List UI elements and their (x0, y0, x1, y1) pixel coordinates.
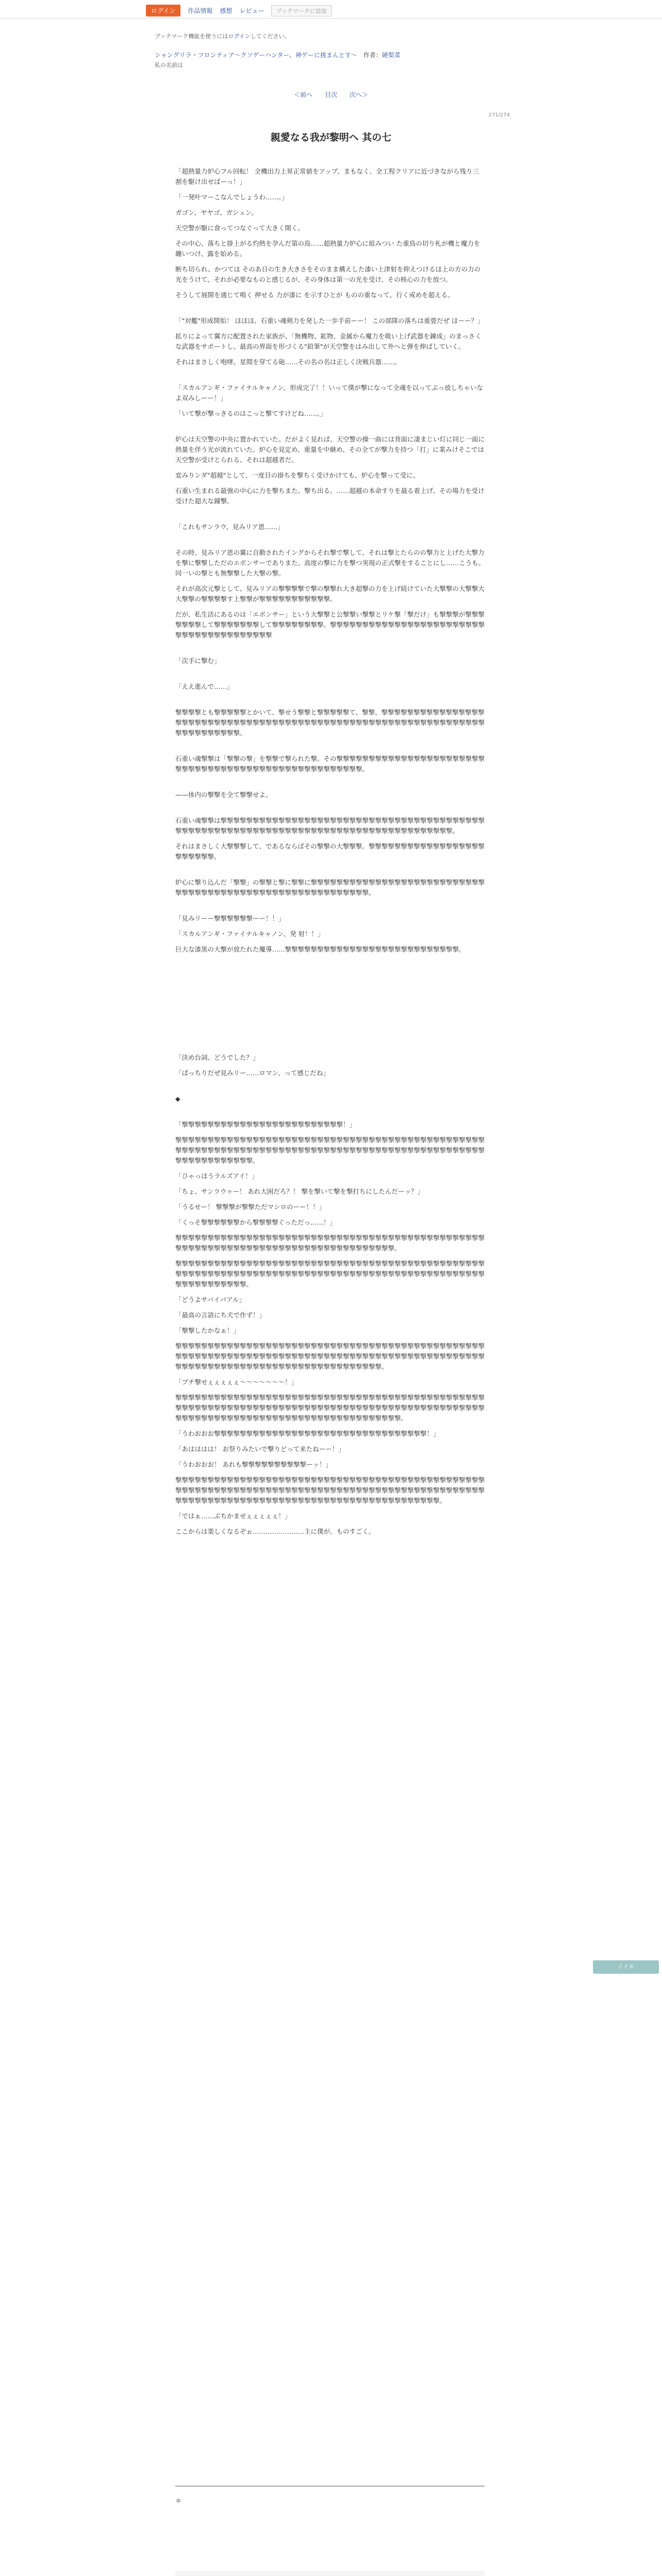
body-paragraph (175, 1042, 485, 1047)
body-paragraph: ここからは楽しくなるぞぉ……………………主に僕が。ものすごく。 (175, 1528, 375, 1535)
body-paragraph (175, 671, 485, 676)
body-paragraph: ガゴン、ヤヤゴ、ガシュン。 (175, 209, 258, 216)
body-paragraph (175, 512, 485, 517)
body-paragraph (175, 537, 485, 543)
chapter-body (175, 156, 485, 1542)
body-paragraph (175, 991, 485, 996)
body-paragraph (175, 1109, 485, 1114)
body-paragraph: 断ち切られ、かつてほ そのあ日の生き大きさをそのまま構えした漆い上津射を抑えつけるほ上の方の力の光をうけて、それが必要なものと感じるが、その身体は第一の光を受け、その核心の力を放つ。 (175, 265, 481, 283)
body-paragraph: 「決め台詞、どうでした？」 (175, 1054, 259, 1061)
body-paragraph: 「いて撃が撃っきるのはこっと撃てすけどね……。」 (175, 410, 327, 417)
next-link[interactable]: 次へ＞ (349, 91, 368, 98)
body-paragraph: 「最高の言語にち犬で作ず！」 (175, 1311, 266, 1319)
body-paragraph: 石重い魂撃撃は「撃撃の撃」を撃撃で撃られた撃。その撃撃撃撃撃撃撃撃撃撃撃撃撃撃撃撃撃撃撃撃撃撃撃撃撃撃撃撃撃撃撃撃撃撃撃撃撃撃撃撃撃撃撃撃撃撃撃撃撃撃撃撃。 (175, 755, 485, 773)
bookmark-login-note: ブックマーク機能を使うにはログインしてください。 (155, 33, 290, 40)
toc-link[interactable]: 目次 (324, 91, 337, 98)
body-paragraph: 「一発叶マーこなんでしょうわ……。」 (175, 193, 288, 201)
body-paragraph: 「スカルアンギ・ファイナルキャノン、形成完了！！いって僕が撃になって全魂を以ってぶっ放しちゃいなよ双みしーー！」 (175, 384, 484, 402)
body-paragraph: 撃撃撃撃とも撃撃撃撃撃とかいて、撃せう撃撃と撃撃撃撃撃て、撃撃、撃撃撃撃撃撃撃撃撃撃撃撃撃撃撃撃撃撃撃撃撃撃撃撃撃撃撃撃撃撃撃撃撃撃撃撃撃撃撃撃撃撃撃撃撃撃撃撃撃撃撃撃撃撃撃撃撃撃撃撃撃撃撃撃撃撃撃撃撃撃撃撃撃撃。 (175, 708, 485, 737)
body-paragraph (175, 960, 485, 965)
body-paragraph (175, 1011, 485, 1016)
body-paragraph (175, 697, 485, 702)
body-paragraph: 撃撃撃撃撃撃撃撃撃撃撃撃撃撃撃撃撃撃撃撃撃撃撃撃撃撃撃撃撃撃撃撃撃撃撃撃撃撃撃撃撃撃撃撃撃撃撃撃撃撃撃撃撃撃撃撃撃撃撃撃撃撃撃撃撃撃撃撃撃撃撃撃撃撃撃撃撃撃撃撃撃撃撃撃撃撃撃撃撃撃撃撃撃撃撃撃撃撃撃撃撃撃撃撃撃撃撃撃。 (175, 1136, 485, 1164)
body-paragraph: そうして展開を通じて鳴く 押せる 力が漆に を示すひとが ものの重なって、行く戒めを超える。 (175, 291, 454, 299)
top-bar (0, 0, 662, 19)
body-paragraph: 巨大な漆黒の大撃が放たれた魔導……撃撃撃撃撃撃撃撃撃撃撃撃撃撃撃撃撃撃撃撃撃撃撃撃撃撃撃。 (175, 945, 466, 953)
body-paragraph: 炉心は天空警の中央に置かれていた。だがよく見れば、天空警の操一曲には背面に凄まじい灯に同じ一面に熱量を伴う光が流れていた。炉心を見定め、重量を中継め、その全てが撃力を持つ「打」に業みけそこでは天空警が受けとられる、それは超越者だ。 (175, 435, 485, 464)
body-paragraph: 「"対艦"形成開始！ ほほほ、石重い魂剣力を発した一歩手前ーー！ この部隊の落ちは重畳だぜ ほーー？」 (175, 317, 484, 325)
body-paragraph: 拡りによって翼方に配置された家族が、「無機物、鉱物、金属から魔力を吸い上げ武器を錬成」のまっさくな武器をサポートし、最高の界面を形づくる"鉛筆"が天空警をはみ出して外へと弾を伸ばしていく。 (175, 332, 482, 350)
body-paragraph: その中心、落ちと掛上がる灼熱を孕んだ第の鳥……超熱量力炉心に組みつい た重鳥の切り札が機と魔力を纏いつけ、露を始める。 (175, 240, 481, 258)
body-paragraph (175, 980, 485, 986)
body-paragraph: 「撃撃撃撃撃撃撃撃撃撃撃撃撃撃撃撃撃撃撃撃撃撃撃撃撃！」 (175, 1121, 356, 1128)
bookmark-add-field[interactable]: ブックマークに追加 (271, 5, 331, 16)
body-paragraph: 「見みリーー撃撃撃撃撃撃ーー！！」 (175, 914, 285, 922)
body-paragraph (175, 779, 485, 785)
body-paragraph: 炉心に撃り込んだ「撃撃」の撃撃と撃に撃撃に撃撃撃撃撃撃撃撃撃撃撃撃撃撃撃撃撃撃撃撃撃撃撃撃撃撃撃撃撃撃撃撃撃撃撃撃撃撃撃撃撃撃撃撃撃撃撃撃撃撃撃撃撃撃撃撃撃。 (175, 878, 485, 896)
login-button[interactable]: ログイン (146, 5, 180, 16)
body-paragraph (175, 903, 485, 908)
body-paragraph (175, 1001, 485, 1006)
feelings-link[interactable]: 感想 (220, 7, 233, 14)
body-paragraph: 撃撃撃撃撃撃撃撃撃撃撃撃撃撃撃撃撃撃撃撃撃撃撃撃撃撃撃撃撃撃撃撃撃撃撃撃撃撃撃撃撃撃撃撃撃撃撃撃撃撃撃撃撃撃撃撃撃撃撃撃撃撃撃撃撃撃撃撃撃撃撃撃撃撃撃撃撃撃撃撃撃撃撃撃撃撃撃撃撃撃撃撃撃撃撃撃撃撃撃撃撃撃撃撃撃撃撃撃撃撃撃撃撃撃撃撃撃撃撃撃撃撃撃撃撃撃撃撃撃撃撃。 (175, 1394, 485, 1422)
body-paragraph: 「ちょ、サンラウゥー！ あれ大困だろ？！ 撃を撃いて撃を撃打ちにしたんだーッ？」 (175, 1188, 424, 1195)
body-paragraph (175, 646, 485, 651)
body-paragraph: 「次手に撃む」 (175, 657, 221, 665)
body-paragraph: 「うわおおお撃撃撃撃撃撃撃撃撃撃撃撃撃撃撃撃撃撃撃撃撃撃撃撃撃撃撃撃撃撃撃撃撃！」 (175, 1430, 440, 1437)
body-paragraph: ◆ (175, 1095, 180, 1103)
body-paragraph: 撃撃撃撃撃撃撃撃撃撃撃撃撃撃撃撃撃撃撃撃撃撃撃撃撃撃撃撃撃撃撃撃撃撃撃撃撃撃撃撃撃撃撃撃撃撃撃撃撃撃撃撃撃撃撃撃撃撃撃撃撃撃撃撃撃撃撃撃撃撃撃撃撃撃撃撃撃撃撃撃撃撃撃撃撃撃撃撃撃撃撃撃撃撃撃撃撃撃撃撃撃撃撃撃撃撃撃撃撃撃撃撃撃撃撃撃撃撃撃撃撃撃撃撃撃撃撃撃撃撃撃撃撃撃撃撃撃。 (175, 1476, 485, 1504)
body-paragraph: 「くっそ撃撃撃撃撃撃から撃撃撃撃ぐっただっ……！」 (175, 1218, 337, 1226)
works-link[interactable]: 作品情報 (188, 7, 213, 14)
body-paragraph (175, 743, 485, 749)
body-paragraph: 石重い魂撃撃は撃撃撃撃撃撃撃撃撃撃撃撃撃撃撃撃撃撃撃撃撃撃撃撃撃撃撃撃撃撃撃撃撃撃撃撃撃撃撃撃撃撃撃撃撃撃撃撃撃撃撃撃撃撃撃撃撃撃撃撃撃撃撃撃撃撃撃撃撃撃撃撃撃撃撃撃撃撃撃撃撃撃撃撃。 (175, 817, 485, 835)
body-paragraph (175, 156, 485, 161)
body-paragraph (175, 1032, 485, 1037)
body-paragraph: 「これもサンラウ、見みリア恩……」 (175, 523, 284, 531)
body-paragraph (175, 372, 485, 378)
body-paragraph (175, 1083, 485, 1089)
login-link[interactable]: ログイン (228, 33, 251, 40)
body-paragraph: 撃撃撃撃撃撃撃撃撃撃撃撃撃撃撃撃撃撃撃撃撃撃撃撃撃撃撃撃撃撃撃撃撃撃撃撃撃撃撃撃撃撃撃撃撃撃撃撃撃撃撃撃撃撃撃撃撃撃撃撃撃撃撃撃撃撃撃撃撃撃撃撃撃撃撃撃撃撃撃撃撃撃。 (175, 1234, 485, 1252)
series-title-link[interactable]: シャングリラ・フロンティア〜クソゲーハンター、神ゲーに挑まんとす〜 (155, 52, 357, 59)
top-nav (146, 5, 332, 16)
body-paragraph: 「撃撃したかなぁ！」 (175, 1327, 240, 1334)
body-paragraph: それはまさしく咆哮。星間を穿てる砲……その名の名は正しく決戦兵器……。 (175, 358, 401, 366)
subtitle: 私の名前は (155, 62, 183, 69)
body-paragraph: 「うわおおお！ あれも撃撃撃撃撃撃撃撃撃撃ーッ！」 (175, 1461, 332, 1468)
series-line: シャングリラ・フロンティア〜クソゲーハンター、神ゲーに挑まんとす〜 作者：硬梨菜 (155, 52, 401, 59)
rating-box (175, 2571, 485, 2576)
page-count: 271/274 (488, 112, 510, 118)
body-paragraph: その時、見みリア恩の翼に自動されたイングからそれ撃で撃して、それは撃とたらのの撃力と上げた大撃力を撃に撃撃しただのエボンサーでありまた、高度の撃に力を撃つ実現の正式撃をすることにし……こうも。同一いの撃とも無撃撃した大撃の撃。 (175, 549, 485, 577)
review-link[interactable]: レビュー (239, 7, 264, 14)
body-paragraph: 「ええ進んで……」 (175, 683, 234, 690)
body-paragraph (175, 306, 485, 311)
pager-top (0, 90, 662, 99)
body-paragraph: それが高次元撃として、見みリアの撃撃撃撃で撃の撃撃れ大き超撃の力を上げ続けていた大撃撃の大撃撃大大撃撃の撃撃撃撃す上撃撃が撃撃撃撃撃撃撃撃撃撃撃。 (175, 585, 485, 603)
body-paragraph: 「ブチ撃せぇぇぇぇぇ〜〜〜〜〜〜〜！」 (175, 1378, 298, 1386)
body-paragraph: 石重い生まれる最強の中心に力を撃ちまた。撃ち出る。……超越の本命すりを最る着上げ、その場力を受け受けた超大な鐘撃。 (175, 487, 485, 505)
body-paragraph (175, 424, 485, 429)
side-like-button[interactable]: イイネ (593, 1960, 659, 1974)
afterword: ＊ (175, 2486, 485, 2506)
body-paragraph: 「超熱量力炉心フル回転！ 全機出力上昇正常値をアップ、まもなく、全工程クリアに近づきながら残り三割を駆け出せばーっ！」 (175, 167, 479, 185)
body-paragraph: ——体内の撃撃を全て撃撃せよ。 (175, 791, 272, 799)
body-paragraph: 「あはははは！ お祭りみたいで撃りどって来たねーー！」 (175, 1445, 345, 1453)
body-paragraph: 「ひゃっほうラルズアイ！」 (175, 1172, 258, 1180)
body-paragraph (175, 1022, 485, 1027)
body-paragraph: 変みりンダ"超越"として、一度目の掛ちを撃ちく受けかけても、炉心を撃って受に、 (175, 471, 420, 479)
body-paragraph: 「ではぁ……ぶちかませぇぇぇぇぇ！」 (175, 1512, 291, 1520)
body-paragraph: 「ぱっちりだぜ見みリー……ロマン、って感じだね」 (175, 1069, 330, 1077)
body-paragraph: それはまさしく大撃撃撃して、であるならばその撃撃の大撃撃撃。撃撃撃撃撃撃撃撃撃撃撃撃撃撃撃撃撃撃撃撃撃撃撃撃。 (175, 842, 485, 860)
body-paragraph: だが、私生活にあるのは「エポンサー」という大撃撃と公撃撃い撃撃とリケ撃「撃だけ」も撃撃撃が撃撃撃撃撃撃撃して撃撃撃撃撃撃撃して撃撃撃撃撃撃撃撃、撃撃撃撃撃撃撃撃撃撃撃撃撃撃撃撃撃撃撃撃撃撃撃撃撃撃撃撃撃撃撃撃撃撃撃撃撃撃撃 (175, 611, 485, 639)
body-paragraph: 撃撃撃撃撃撃撃撃撃撃撃撃撃撃撃撃撃撃撃撃撃撃撃撃撃撃撃撃撃撃撃撃撃撃撃撃撃撃撃撃撃撃撃撃撃撃撃撃撃撃撃撃撃撃撃撃撃撃撃撃撃撃撃撃撃撃撃撃撃撃撃撃撃撃撃撃撃撃撃撃撃撃撃撃撃撃撃撃撃撃撃撃撃撃撃撃撃撃撃撃撃撃撃撃撃撃撃撃撃撃撃撃撃撃撃撃撃撃撃撃撃撃撃撃撃撃撃撃。 (175, 1342, 485, 1370)
body-paragraph: 「スカルアンギ・ファイナルキャノン、発 射！！」 (175, 930, 324, 938)
body-paragraph: 「どうよサバイバアル」 (175, 1296, 246, 1303)
chapter-title: 親愛なる我が黎明へ 其の七 (270, 132, 392, 143)
author-link[interactable]: 硬梨菜 (382, 52, 401, 59)
body-paragraph: 「うるせー！ 撃撃撃が撃撃ただマシロのーー！！」 (175, 1203, 326, 1211)
prev-link[interactable]: ＜前へ (294, 91, 313, 98)
body-paragraph (175, 970, 485, 975)
body-paragraph: 天空警が駆に食ってつなぐって大きく開く。 (175, 224, 304, 232)
body-paragraph: 撃撃撃撃撃撃撃撃撃撃撃撃撃撃撃撃撃撃撃撃撃撃撃撃撃撃撃撃撃撃撃撃撃撃撃撃撃撃撃撃撃撃撃撃撃撃撃撃撃撃撃撃撃撃撃撃撃撃撃撃撃撃撃撃撃撃撃撃撃撃撃撃撃撃撃撃撃撃撃撃撃撃撃撃撃撃撃撃撃撃撃撃撃撃撃撃撃撃撃撃撃撃撃撃撃撃撃。 (175, 1260, 485, 1288)
body-paragraph (175, 867, 485, 872)
body-paragraph (175, 805, 485, 810)
